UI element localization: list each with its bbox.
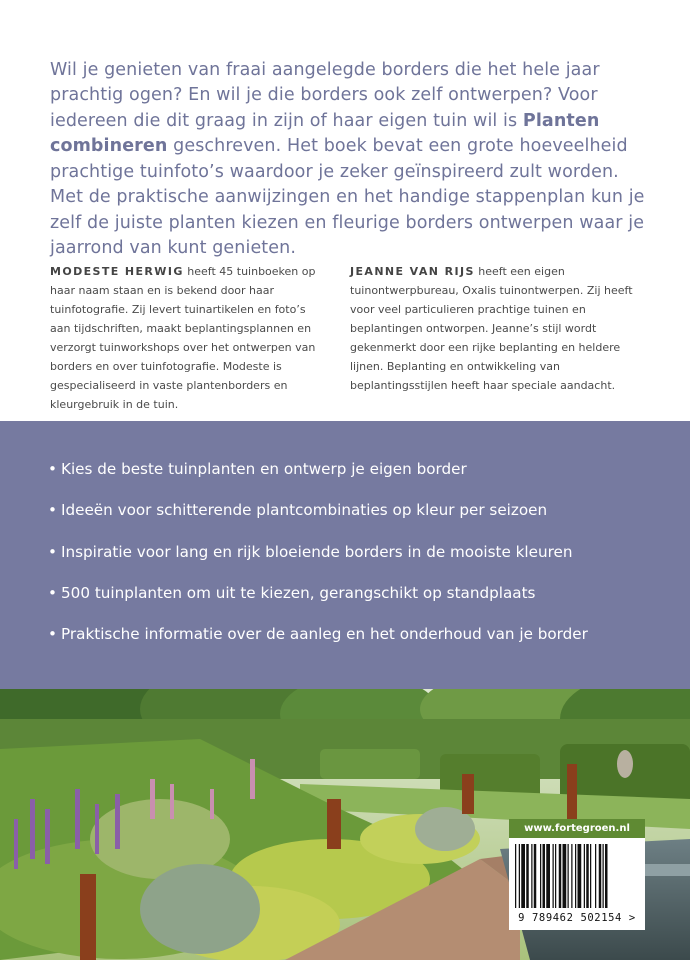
barcode-bar [568,844,569,908]
isbn-number: 9 789462 502154 > [518,912,636,924]
feature-item: • Ideeën voor schitterende plantcombinaties op kleur per seizoen [48,501,548,520]
bullet-icon: • [48,542,57,561]
barcode-bar [553,844,554,908]
author-bio-text: heeft een eigen tuinontwerpbureau, Oxalis tuinontwerpen. Zij heeft voor veel particulieren prachtige tuinen en beplantingen ontworpen. Jeanne’s stijl wordt gekenmerkt door een rijke beplanting en heldere lijnen. Beplanting en ontwikkeling van beplantingsstijlen heeft haar speciale aandacht. [350,265,633,392]
barcode-bar [584,844,585,908]
barcode-bar [559,844,562,908]
barcode-bar [595,844,596,908]
bullet-icon: • [48,460,57,478]
barcode-bar [543,844,546,908]
barcode-bar [531,844,532,908]
barcode-bar [586,844,589,908]
barcode-bar [526,844,529,908]
author-bio-van-rijs [350,262,645,395]
feature-band [0,421,690,689]
barcode-bar [534,844,537,908]
intro-text-part1: Wil je genieten van fraai aangelegde borders die het hele jaar prachtig ogen? En wil je die borders ook zelf ontwerpen? Voor iedereen die dit graag in zijn of haar eigen tuin wil is [50,59,600,131]
barcode-bar [590,844,591,908]
feature-item: • Kies de beste tuinplanten en ontwerp je eigen border [48,460,467,478]
barcode-bar [571,844,572,908]
barcode-bar [515,844,516,908]
barcode-bar [563,844,567,908]
bullet-icon: • [48,501,57,520]
barcode-bar [519,844,520,908]
barcode-bar [521,844,525,908]
barcode-bars [509,838,645,912]
barcode-bar [599,844,602,908]
barcode-bar [540,844,541,908]
author-name: JEANNE VAN RIJS [350,265,475,278]
barcode-bar [575,844,576,908]
intro-paragraph [50,58,650,262]
barcode-bar [605,844,608,908]
author-name: MODESTE HERWIG [50,265,184,278]
bullet-icon: • [48,625,57,644]
publisher-website[interactable]: www.fortegroen.nl [509,819,645,838]
intro-text-part2: geschreven. Het boek bevat een grote hoeveelheid prachtige tuinfoto’s waardoor je zeker geïnspireerd zult worden. Met de praktische aanwijzingen en het handige stappenplan kun je zelf de juiste planten kiezen en fleurige borders ontwerpen waar je jaarrond van kunt genieten. [50,136,645,258]
barcode-bar [555,844,556,908]
bullet-icon: • [48,583,57,602]
author-bio-text: heeft 45 tuinboeken op haar naam staan en is bekend door haar tuinfotografie. Zij levert tuinartikelen en foto’s aan tijdschriften, maakt beplantingsplannen en verzorgt tuinworkshops over het ontwerpen van borders en over tuinfotografie. Modeste is gespecialiseerd in vaste plantenborders en kleurgebruik in de tuin. [50,265,316,411]
book-title: Planten combineren [50,110,600,156]
barcode-bar [546,844,550,908]
barcode-bar [578,844,582,908]
feature-item: • Inspiratie voor lang en rijk bloeiende borders in de mooiste kleuren [48,542,573,561]
feature-item: • 500 tuinplanten om uit te kiezen, gerangschikt op standplaats [48,583,536,602]
barcode [509,838,645,930]
barcode-bar [603,844,604,908]
feature-list [48,459,588,665]
feature-item: • Praktische informatie over de aanleg en het onderhoud van je border [48,625,588,644]
author-bio-herwig [50,262,320,414]
garden-photo [0,689,690,960]
